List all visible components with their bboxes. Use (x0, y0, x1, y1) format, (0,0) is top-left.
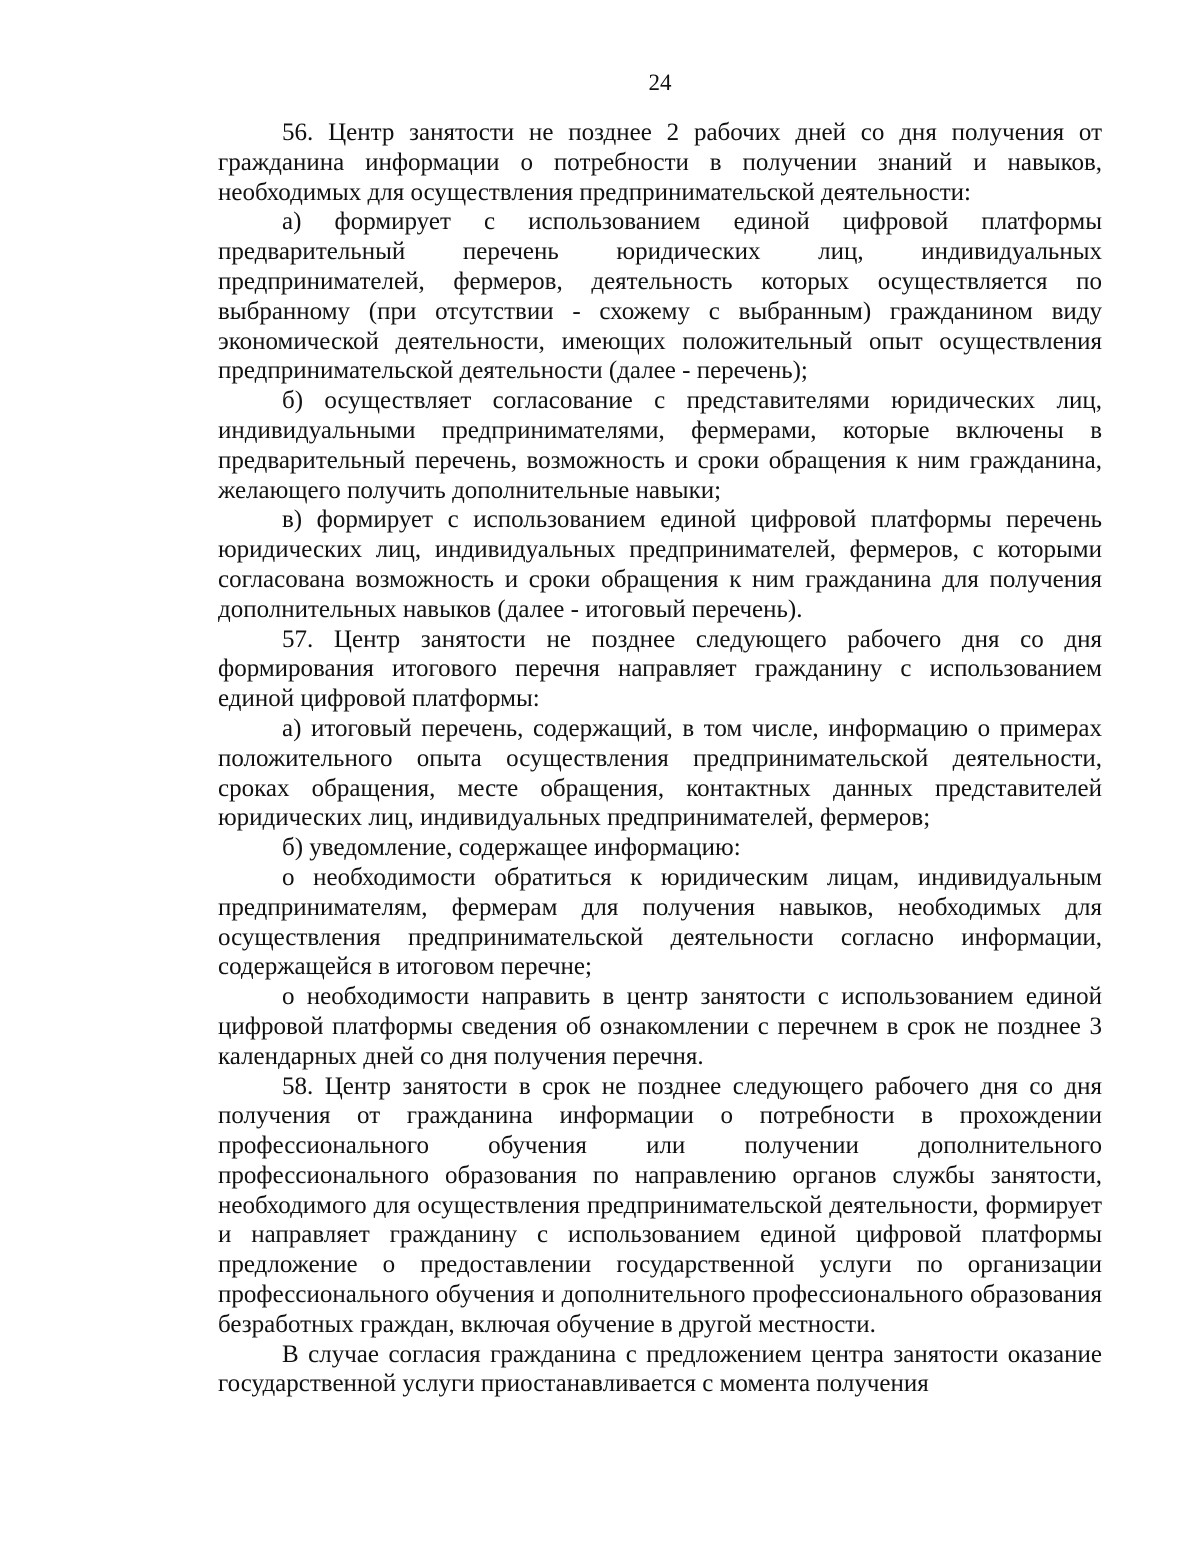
paragraph-56-a: а) формирует с использованием единой цифровой платформы предварительный перечень юридических лиц, индивидуальных предпринимателей, фермеров, деятельность которых осуществляется по выбранному (при отсутствии - схожему с выбранным) гражданином виду экономической деятельности, имеющих положительный опыт осуществления предпринимательской деятельности (далее - перечень); (218, 208, 1102, 385)
document-body (218, 118, 1102, 1399)
paragraph-57: 57. Центр занятости не позднее следующего рабочего дня со дня формирования итогового перечня направляет гражданину с использованием единой цифровой платформы: (218, 625, 1102, 713)
paragraph-58: 58. Центр занятости в срок не позднее следующего рабочего дня со дня получения от гражданина информации о потребности в прохождении профессионального обучения или получении дополнительного профессионального образования по направлению органов службы занятости, необходимого для осуществления предпринимательской деятельности, формирует и направляет гражданину с использованием единой цифровой платформы предложение о предоставлении государственной услуги по организации профессионального обучения и дополнительного профессионального образования безработных граждан, включая обучение в другой местности. (218, 1072, 1102, 1338)
paragraph-57-a: а) итоговый перечень, содержащий, в том числе, информацию о примерах положительного опыта осуществления предпринимательской деятельности, сроках обращения, месте обращения, контактных данных представителей юридических лиц, индивидуальных предпринимателей, фермеров; (218, 714, 1102, 832)
paragraph-57-b: б) уведомление, содержащее информацию: (282, 834, 741, 862)
paragraph-56-v: в) формирует с использованием единой цифровой платформы перечень юридических лиц, индивидуальных предпринимателей, фермеров, с которыми согласована возможность и сроки обращения к ним гражданина для получения дополнительных навыков (далее - итоговый перечень). (218, 506, 1102, 623)
paragraph-58-continuation: В случае согласия гражданина с предложением центра занятости оказание государственной услуги приостанавливается с момента получения (218, 1340, 1102, 1398)
paragraph-56: 56. Центр занятости не позднее 2 рабочих дней со дня получения от гражданина информации о потребности в получении знаний и навыков, необходимых для осуществления предпринимательской деятельности: (218, 119, 1102, 206)
paragraph-57-b-item-2: о необходимости направить в центр занятости с использованием единой цифровой платформы сведения об ознакомлении с перечнем в срок не позднее 3 календарных дней со дня получения перечня. (218, 983, 1102, 1070)
paragraph-56-b: б) осуществляет согласование с представителями юридических лиц, индивидуальными предпринимателями, фермерами, которые включены в предварительный перечень, возможность и сроки обращения к ним гражданина, желающего получить дополнительные навыки; (218, 387, 1102, 504)
page-number: 24 (648, 70, 672, 95)
paragraph-57-b-item-1: о необходимости обратиться к юридическим лицам, индивидуальным предпринимателям, фермерам для получения навыков, необходимых для осуществления предпринимательской деятельности согласно информации, содержащейся в итоговом перечне; (218, 863, 1102, 981)
